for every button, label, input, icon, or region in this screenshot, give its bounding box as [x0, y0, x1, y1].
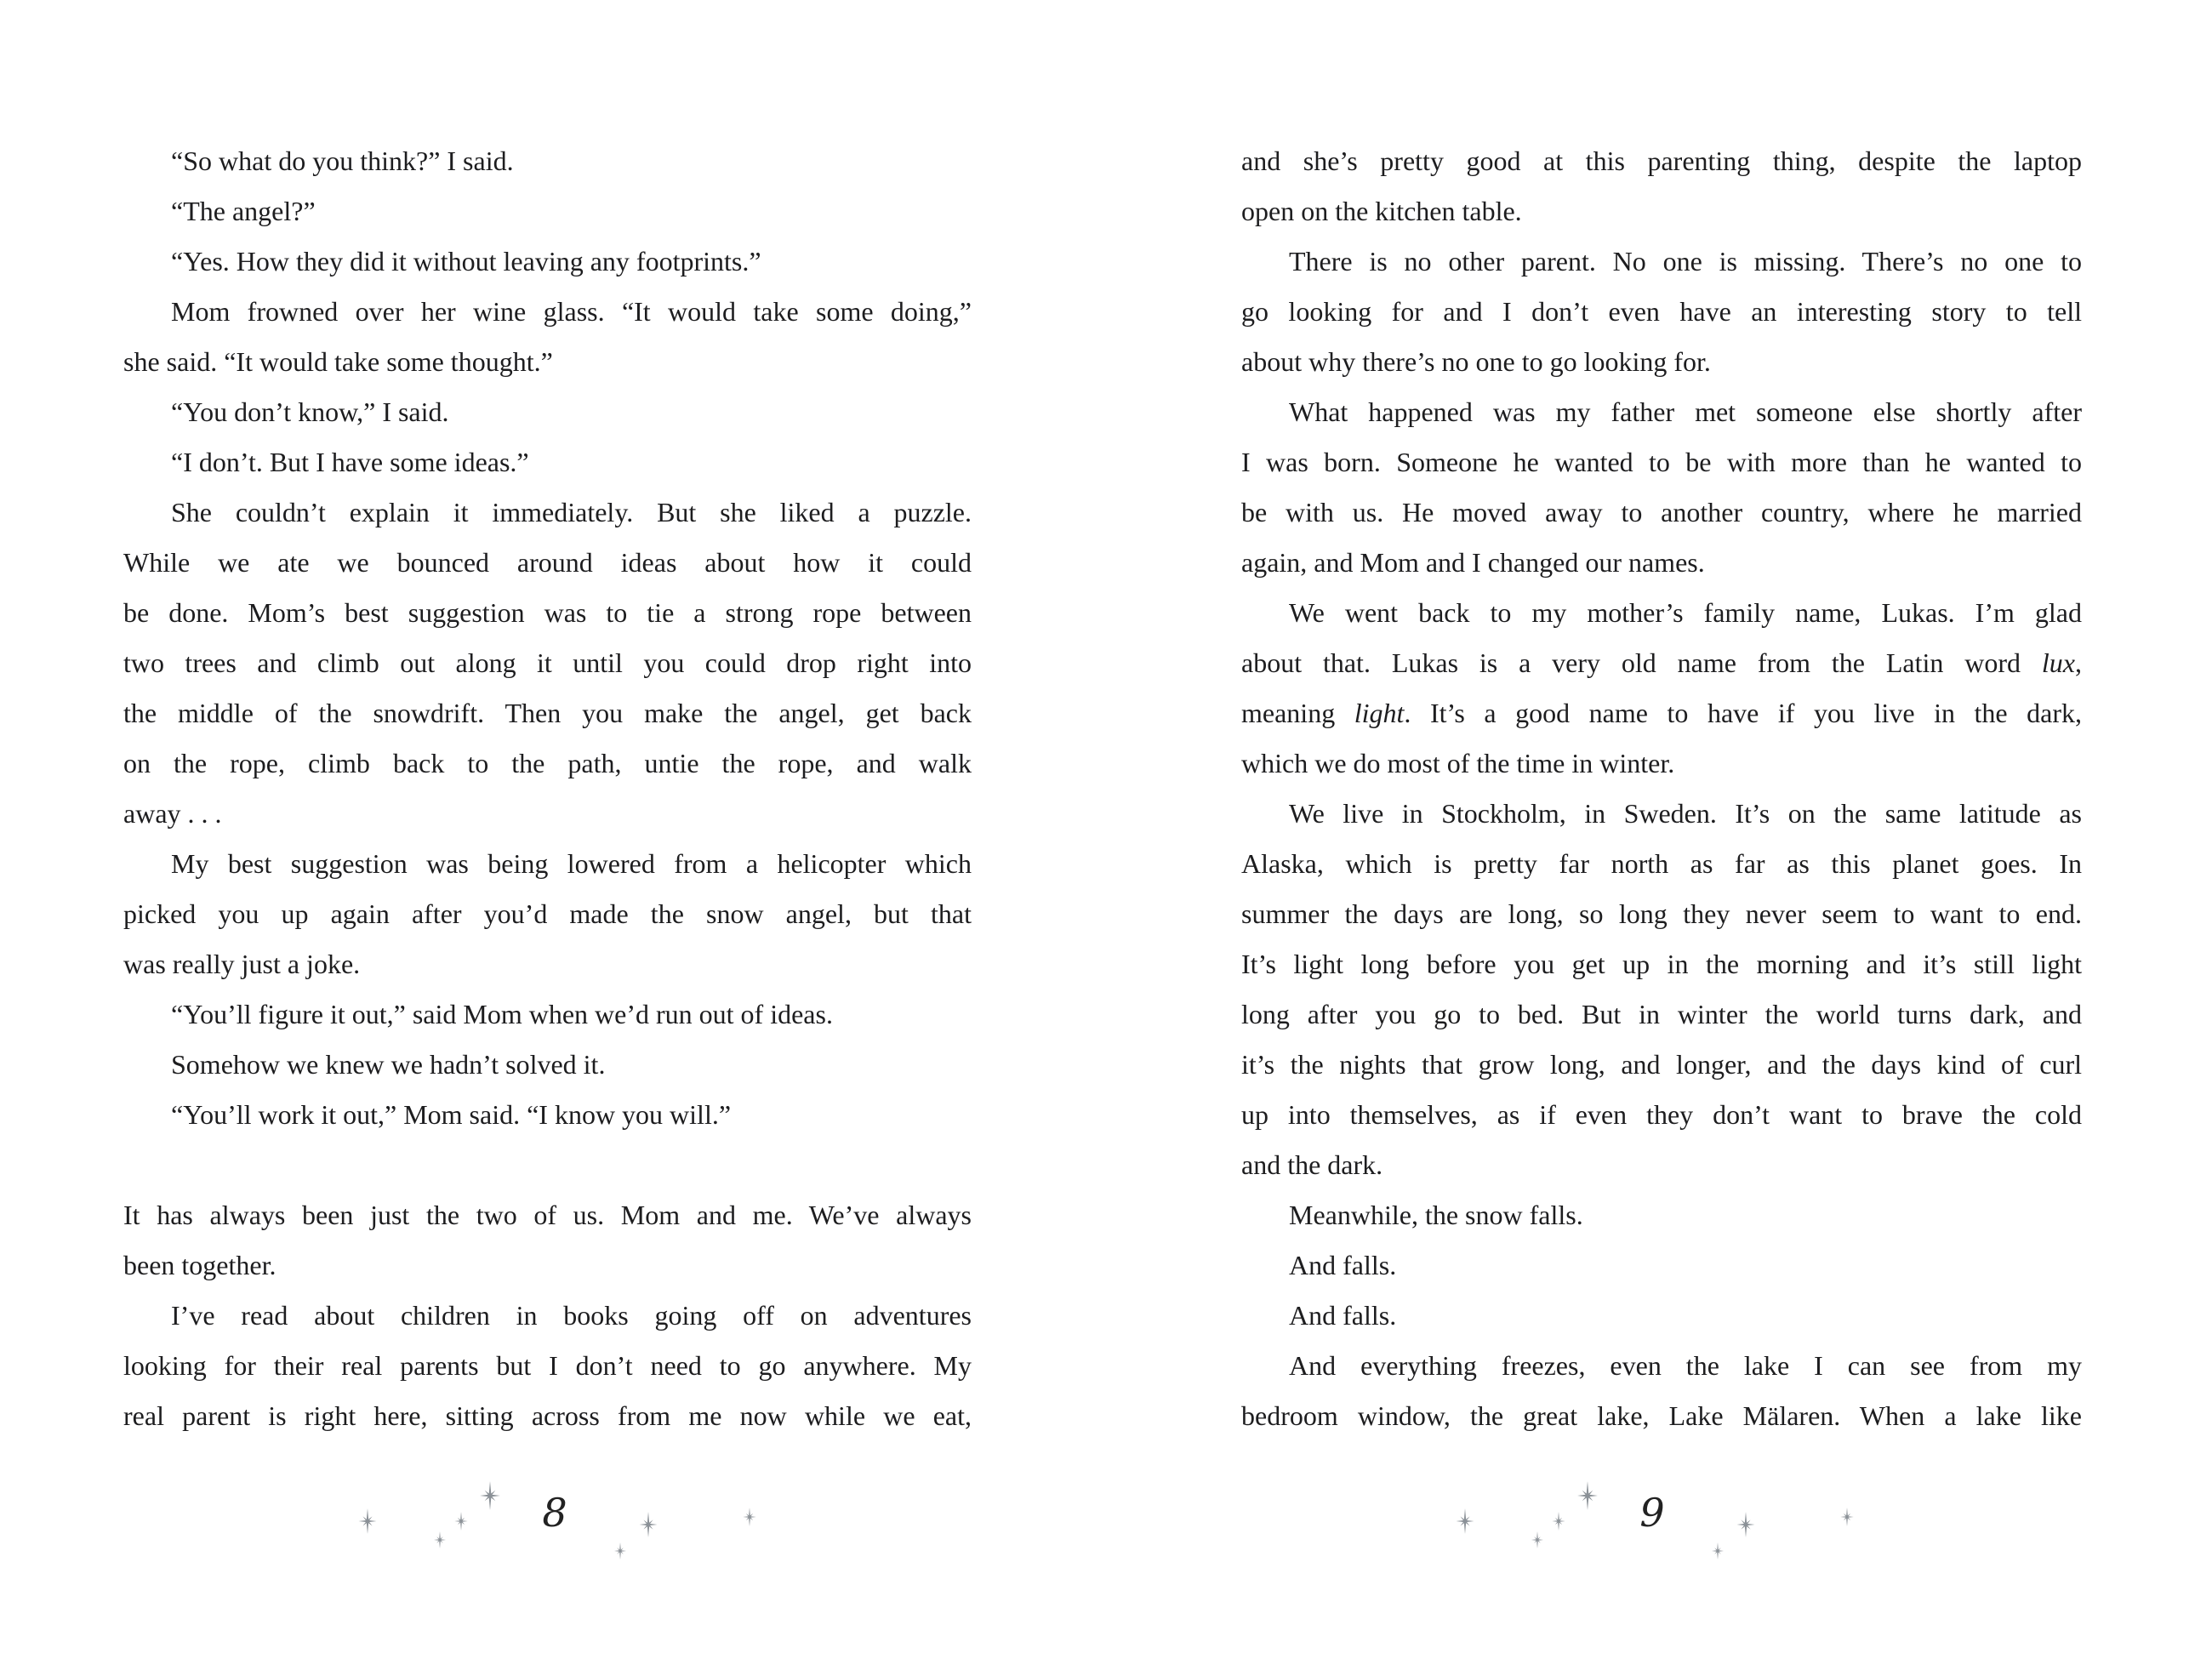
plain-text: she said. “It would take some thought.”	[123, 346, 553, 377]
plain-text: it’s the nights that grow long, and longer, and the days kind of curl	[1241, 1049, 2082, 1080]
plain-text: ,	[2075, 647, 2082, 678]
text-line	[1241, 237, 2082, 287]
plain-text: the middle of the snowdrift. Then you make the angel, get back	[123, 698, 972, 728]
plain-text: I’ve read about children in books going off on adventures	[171, 1300, 972, 1331]
text-line	[1241, 287, 2082, 337]
text-line	[1241, 1341, 2082, 1391]
text-line	[1241, 1190, 2082, 1240]
text-line	[1241, 337, 2082, 387]
text-line	[1241, 487, 2082, 538]
text-line	[1241, 588, 2082, 638]
text-line	[123, 1190, 972, 1240]
text-line	[123, 337, 972, 387]
blank-line	[123, 1140, 972, 1190]
plain-text: “So what do you think?” I said.	[171, 145, 514, 176]
text-line	[1241, 1291, 2082, 1341]
text-line	[123, 688, 972, 738]
plain-text: “You’ll figure it out,” said Mom when we’d run out of ideas.	[171, 999, 833, 1029]
plain-text: She couldn’t explain it immediately. But she liked a puzzle.	[171, 497, 972, 527]
plain-text: and she’s pretty good at this parenting thing, despite the laptop	[1241, 145, 2082, 176]
text-line	[1241, 186, 2082, 237]
text-line	[123, 638, 972, 688]
plain-text: “The angel?”	[171, 196, 316, 226]
plain-text: about why there’s no one to go looking for.	[1241, 346, 1711, 377]
plain-text: We went back to my mother’s family name, Lukas. I’m glad	[1289, 597, 2082, 628]
text-line	[1241, 789, 2082, 839]
plain-text: And falls.	[1289, 1300, 1397, 1331]
plain-text: two trees and climb out along it until you could drop right into	[123, 647, 972, 678]
text-line	[1241, 437, 2082, 487]
text-line	[123, 1240, 972, 1291]
plain-text: open on the kitchen table.	[1241, 196, 1522, 226]
plain-text: about that. Lukas is a very old name from the Latin word	[1241, 647, 2042, 678]
plain-text: picked you up again after you’d made the snow angel, but that	[123, 898, 972, 929]
plain-text: Somehow we knew we hadn’t solved it.	[171, 1049, 606, 1080]
text-line	[1241, 738, 2082, 789]
text-line	[1241, 538, 2082, 588]
text-line	[123, 1040, 972, 1090]
text-line	[123, 1291, 972, 1341]
star-icon	[355, 1508, 380, 1534]
star-icon	[1549, 1512, 1568, 1531]
plain-text: on the rope, climb back to the path, untie the rope, and walk	[123, 748, 972, 778]
star-icon	[1838, 1508, 1856, 1526]
plain-text: was really just a joke.	[123, 949, 361, 979]
plain-text: “You’ll work it out,” Mom said. “I know you will.”	[171, 1099, 732, 1130]
plain-text: be with us. He moved away to another country, where he married	[1241, 497, 2082, 527]
plain-text: real parent is right here, sitting across from me now while we eat,	[123, 1400, 972, 1431]
text-line	[1241, 1040, 2082, 1090]
text-line	[1241, 939, 2082, 989]
text-line	[123, 989, 972, 1040]
text-line	[123, 889, 972, 939]
italic-text: light	[1354, 698, 1405, 728]
plain-text: Mom frowned over her wine glass. “It would take some doing,”	[171, 296, 972, 327]
plain-text: been together.	[123, 1250, 276, 1280]
star-icon	[452, 1512, 470, 1531]
star-icon	[476, 1481, 505, 1510]
plain-text: away . . .	[123, 798, 222, 829]
text-line	[123, 487, 972, 538]
plain-text: While we ate we bounced around ideas about how it could	[123, 547, 972, 578]
text-line	[1241, 1090, 2082, 1140]
text-line	[123, 437, 972, 487]
plain-text: My best suggestion was being lowered from a helicopter which	[171, 848, 972, 879]
text-line	[123, 237, 972, 287]
plain-text: looking for their real parents but I don’t need to go anywhere. My	[123, 1350, 972, 1381]
text-line	[123, 1341, 972, 1391]
plain-text: Alaska, which is pretty far north as far as this planet goes. In	[1241, 848, 2082, 879]
text-line	[1241, 989, 2082, 1040]
text-line	[1241, 136, 2082, 186]
plain-text: Meanwhile, the snow falls.	[1289, 1200, 1583, 1230]
plain-text: “You don’t know,” I said.	[171, 396, 449, 427]
plain-text: . It’s a good name to have if you live in the dark,	[1404, 698, 2083, 728]
text-line	[1241, 638, 2082, 688]
star-icon	[1529, 1531, 1546, 1548]
plain-text: “Yes. How they did it without leaving any footprints.”	[171, 246, 761, 276]
star-icon	[636, 1512, 661, 1537]
text-line	[123, 136, 972, 186]
text-line	[123, 939, 972, 989]
text-line	[123, 538, 972, 588]
plain-text: go looking for and I don’t even have an interesting story to tell	[1241, 296, 2082, 327]
text-line	[1241, 688, 2082, 738]
star-icon	[431, 1531, 448, 1548]
text-line	[123, 1090, 972, 1140]
page-number-left: 8	[542, 1490, 567, 1536]
plain-text: It has always been just the two of us. Mom and me. We’ve always	[123, 1200, 972, 1230]
star-icon	[1733, 1512, 1759, 1537]
page-left-text	[123, 136, 972, 1441]
star-icon	[612, 1542, 629, 1559]
plain-text: up into themselves, as if even they don’t want to brave the cold	[1241, 1099, 2082, 1130]
plain-text: which we do most of the time in winter.	[1241, 748, 1675, 778]
star-icon	[1573, 1481, 1602, 1510]
text-line	[123, 287, 972, 337]
plain-text: And everything freezes, even the lake I can see from my	[1289, 1350, 2082, 1381]
plain-text: We live in Stockholm, in Sweden. It’s on the same latitude as	[1289, 798, 2082, 829]
text-line	[1241, 889, 2082, 939]
text-line	[123, 186, 972, 237]
text-line	[123, 588, 972, 638]
plain-text: It’s light long before you get up in the morning and it’s still light	[1241, 949, 2082, 979]
text-line	[1241, 839, 2082, 889]
plain-text: And falls.	[1289, 1250, 1397, 1280]
text-line	[123, 387, 972, 437]
text-line	[123, 839, 972, 889]
star-icon	[740, 1508, 759, 1526]
text-line	[1241, 1240, 2082, 1291]
text-line	[1241, 1391, 2082, 1441]
plain-text: be done. Mom’s best suggestion was to tie a strong rope between	[123, 597, 972, 628]
text-line	[1241, 1140, 2082, 1190]
plain-text: and the dark.	[1241, 1149, 1383, 1180]
italic-text: lux	[2041, 647, 2075, 678]
plain-text: bedroom window, the great lake, Lake Mälaren. When a lake like	[1241, 1400, 2082, 1431]
text-line	[1241, 387, 2082, 437]
text-line	[123, 738, 972, 789]
star-icon	[1452, 1508, 1478, 1534]
plain-text: long after you go to bed. But in winter the world turns dark, and	[1241, 999, 2082, 1029]
page-right-text	[1241, 136, 2082, 1441]
page-number-right: 9	[1639, 1490, 1665, 1536]
plain-text: What happened was my father met someone else shortly after	[1289, 396, 2082, 427]
star-icon	[1709, 1542, 1726, 1559]
plain-text: meaning	[1241, 698, 1354, 728]
plain-text: again, and Mom and I changed our names.	[1241, 547, 1705, 578]
plain-text: I was born. Someone he wanted to be with more than he wanted to	[1241, 447, 2082, 477]
plain-text: There is no other parent. No one is missing. There’s no one to	[1289, 246, 2082, 276]
plain-text: summer the days are long, so long they never seem to want to end.	[1241, 898, 2082, 929]
text-line	[123, 1391, 972, 1441]
plain-text: “I don’t. But I have some ideas.”	[171, 447, 529, 477]
text-line	[123, 789, 972, 839]
